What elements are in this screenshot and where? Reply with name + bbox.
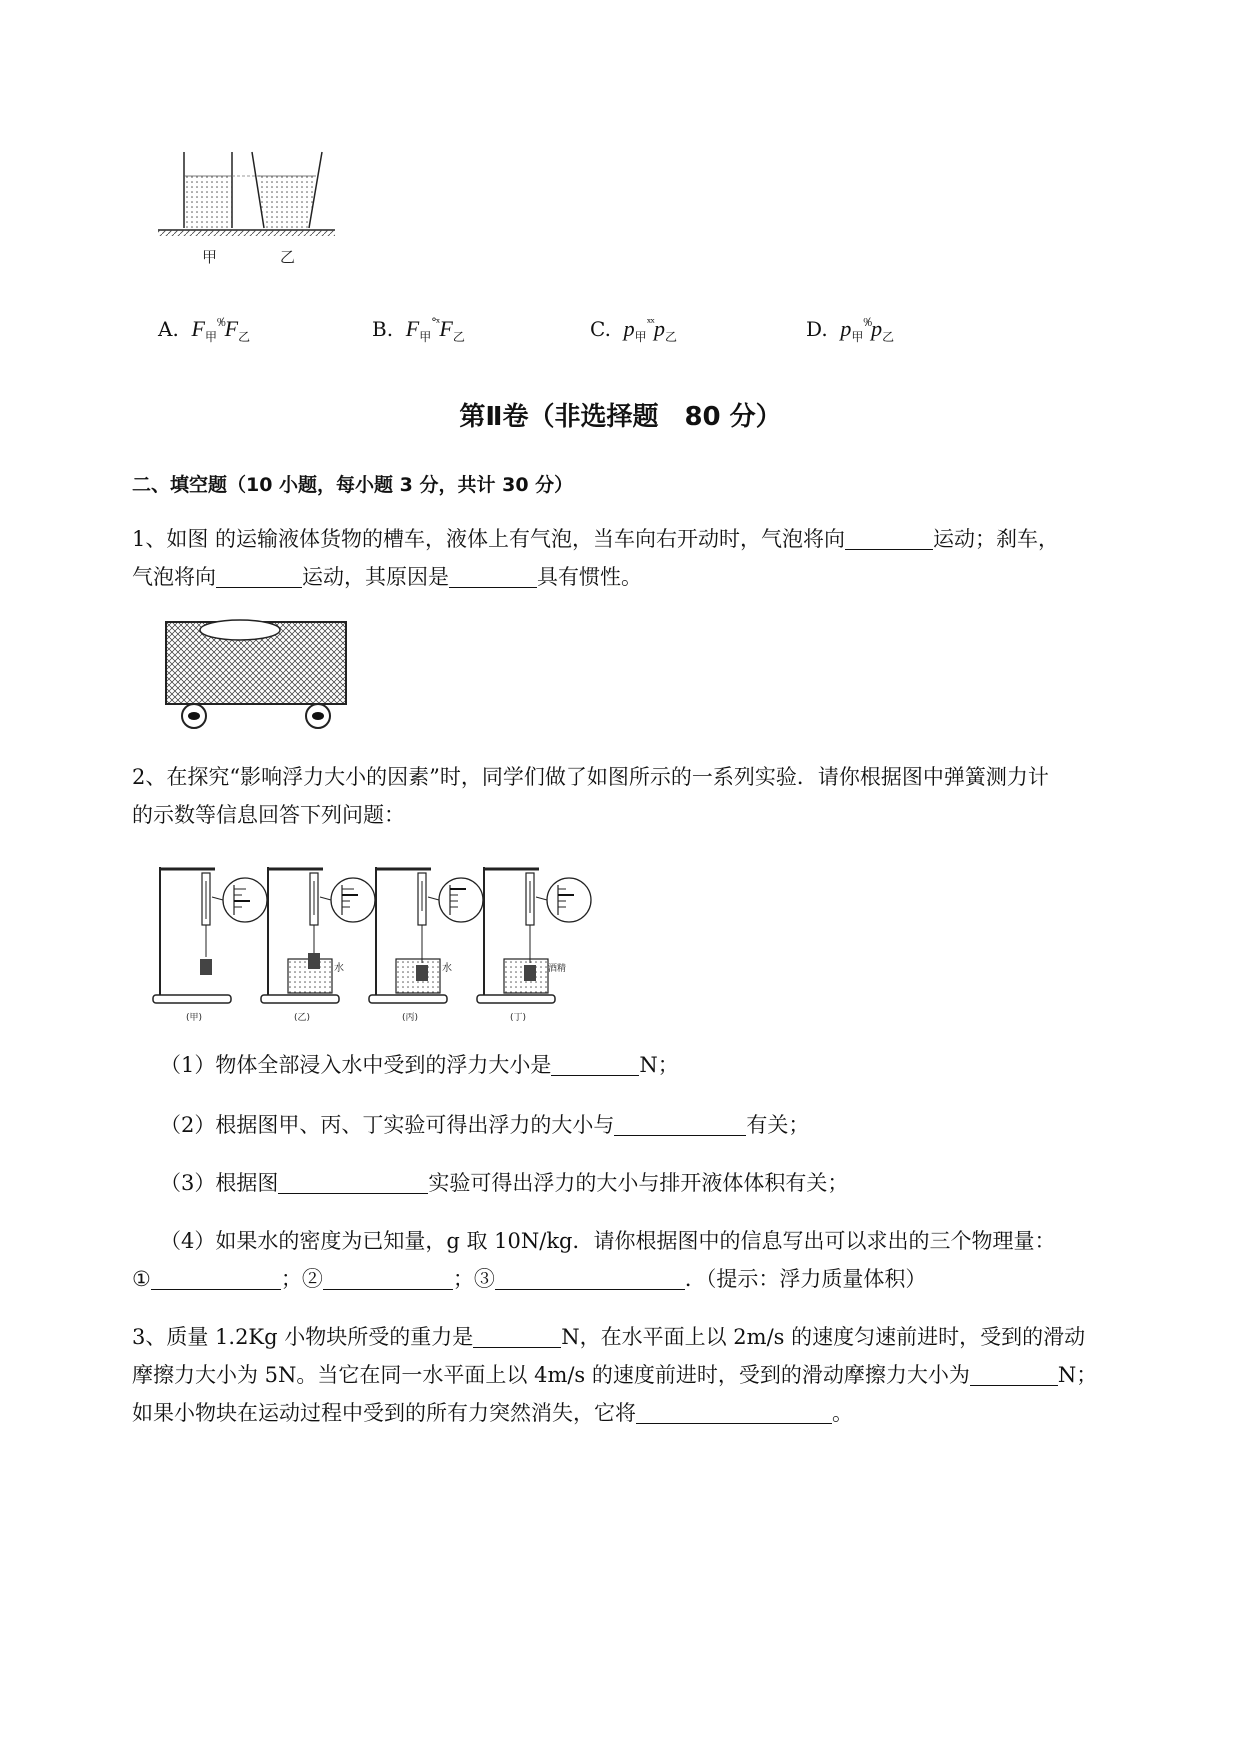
q2-blank-4a[interactable]: [151, 1265, 281, 1290]
q3-line1: 3、质量 1.2Kg 小物块所受的重力是 N，在水平面上以 2m/s 的速度匀速前进时，受到的滑动: [132, 1325, 1086, 1349]
q2-sub2: （2）根据图甲、丙、丁实验可得出浮力的大小与 有关；: [160, 1113, 810, 1137]
q2-sub1: （1）物体全部浸入水中受到的浮力大小是 N；: [160, 1053, 679, 1077]
q3-blank-3[interactable]: [636, 1399, 832, 1424]
option-b[interactable]: B. $F_甲^{^\circ ˣ}F_乙$: [372, 316, 465, 344]
q2-blank-1[interactable]: [551, 1051, 639, 1076]
q2-blank-2[interactable]: [614, 1111, 746, 1136]
stand-bing: [369, 867, 483, 1003]
stand-jia: [153, 867, 267, 1003]
container-yi: [252, 152, 322, 228]
q2-sub4-line1: （4）如果水的密度为已知量，g 取 10N/kg．请你根据图中的信息写出可以求出的三个物理量：: [160, 1229, 1056, 1253]
liquid-label-yi: 水: [334, 963, 344, 974]
fig-label-jia: (甲): [186, 1013, 203, 1023]
wheel-left: [182, 704, 206, 728]
q1-line1: 1、如图 的运输液体货物的槽车，液体上有气泡，当车向右开动时，气泡将向 运动；刹车，: [132, 527, 1060, 551]
q3-blank-2[interactable]: [970, 1361, 1058, 1386]
q2-blank-4c[interactable]: [495, 1265, 685, 1290]
container-jia: [184, 152, 232, 228]
q1-blank-2[interactable]: [216, 563, 302, 588]
q2-blank-3[interactable]: [278, 1169, 428, 1194]
bubble: [200, 620, 280, 640]
option-a[interactable]: A. $F_甲^{^0⁄_0}F_乙$: [158, 316, 251, 344]
q3-blank-1[interactable]: [473, 1323, 561, 1348]
part-title: 第Ⅱ卷（非选择题 80 分）: [459, 402, 782, 432]
liquid-label-bing: 水: [442, 963, 452, 974]
q3-line3: 如果小物块在运动过程中受到的所有力突然消失，它将 。: [132, 1401, 853, 1425]
section-heading: 二、填空题（10 小题，每小题 3 分，共计 30 分）: [132, 474, 574, 496]
fig-label-bing: (丙): [402, 1013, 419, 1023]
q2-blank-4b[interactable]: [323, 1265, 453, 1290]
tanker-truck-figure: [160, 616, 360, 732]
q3-line2: 摩擦力大小为 5N。当它在同一水平面上以 4m/s 的速度前进时，受到的滑动摩擦力大小为 N；: [132, 1363, 1098, 1387]
fig-label-ding: (丁): [510, 1013, 527, 1023]
q1-line2: 气泡将向 运动，其原因是 具有惯性。: [132, 565, 642, 589]
option-c[interactable]: C. $p_甲^{ˣˣ}p_乙$: [590, 316, 678, 344]
q2-line2: 的示数等信息回答下列问题：: [132, 803, 405, 827]
wheel-right: [306, 704, 330, 728]
q2-line1: 2、在探究“影响浮力大小的因素”时，同学们做了如图所示的一系列实验．请你根据图中弹簧测力计: [132, 765, 1049, 789]
label-yi: 乙: [280, 248, 296, 266]
label-jia: 甲: [202, 248, 218, 266]
q2-sub3: （3）根据图 实验可得出浮力的大小与排开液体体积有关；: [160, 1171, 849, 1195]
liquid-label-ding: 酒精: [548, 964, 567, 974]
q1-blank-3[interactable]: [449, 563, 537, 588]
containers-figure: [150, 150, 350, 270]
q1-blank-1[interactable]: [845, 525, 933, 550]
stand-yi: [261, 867, 375, 1003]
stand-ding: [477, 867, 591, 1003]
fig-label-yi: (乙): [294, 1013, 311, 1023]
option-d[interactable]: D. $p_甲^{^0⁄_0}p_乙$: [806, 316, 895, 344]
q2-sub4-line2: ① ；② ；③ ．（提示：浮力质量体积）: [132, 1267, 927, 1291]
buoyancy-experiment-figure: [150, 855, 610, 1025]
